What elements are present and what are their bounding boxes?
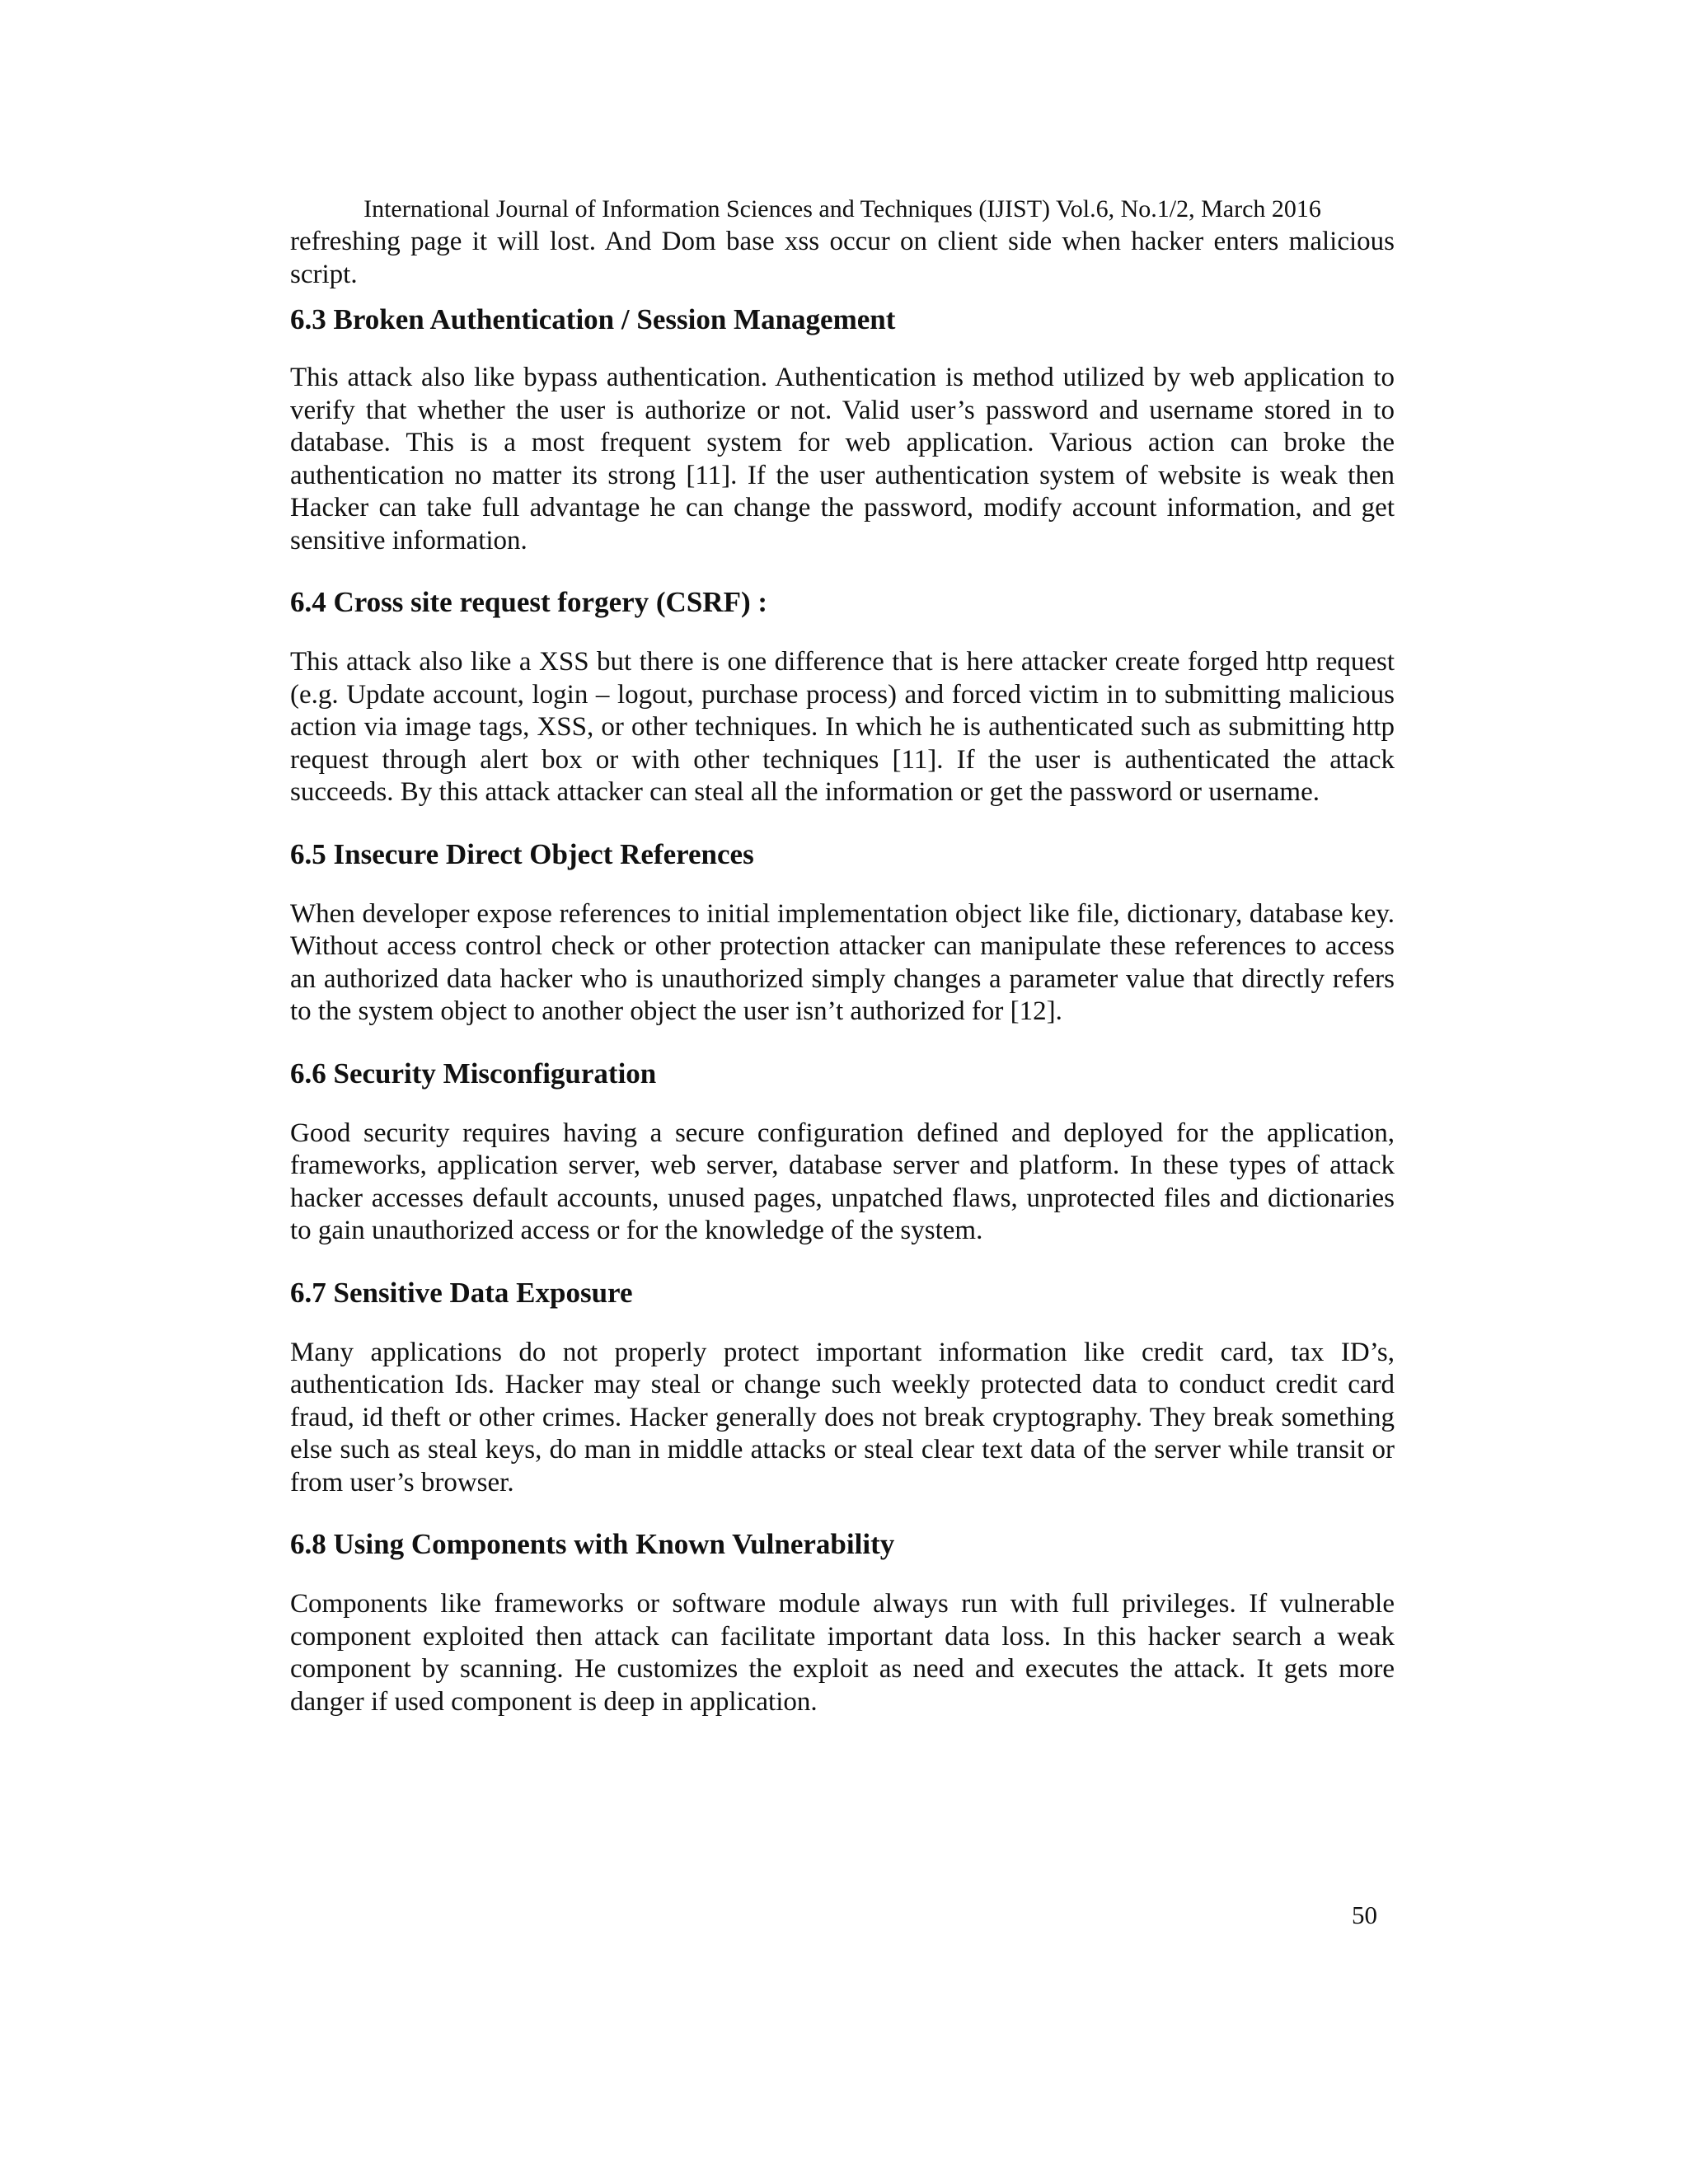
intro-paragraph: refreshing page it will lost. And Dom base xss occur on client side when hacker enters malicious script.	[290, 227, 1395, 289]
section-heading-6-7: 6.7 Sensitive Data Exposure	[290, 1276, 633, 1309]
section-heading-6-6: 6.6 Security Misconfiguration	[290, 1057, 657, 1090]
running-header: International Journal of Information Sciences and Techniques (IJIST) Vol.6, No.1/2, March 2016	[363, 195, 1321, 223]
section-body-6-6: Good security requires having a secure configuration defined and deployed for the application, frameworks, application server, web server, database server and platform. In these types of attack hacker accesses default accounts, unused pages, unpatched flaws, unprotected files and dictionaries to gain unauthorized access or for the knowledge of the system.	[290, 1118, 1395, 1245]
section-heading-6-3: 6.3 Broken Authentication / Session Management	[290, 303, 896, 335]
section-heading-6-4: 6.4 Cross site request forgery (CSRF) :	[290, 586, 768, 618]
section-heading-6-5: 6.5 Insecure Direct Object References	[290, 837, 754, 870]
section-body-6-4: This attack also like a XSS but there is one difference that is here attacker create forged http request (e.g. Update account, login – logout, purchase process) and forced victim in to submitting malicious action via image tags, XSS, or other techniques. In which he is authenticated such as submitting http request through alert box or with other techniques [11]. If the user is authenticated the attack succeeds. By this attack attacker can steal all the information or get the password or username.	[290, 647, 1395, 807]
page-content	[290, 194, 1395, 1718]
page-number: 50	[1352, 1900, 1377, 1929]
section-body-6-8: Components like frameworks or software module always run with full privileges. If vulnerable component exploited then attack can facilitate important data loss. In this hacker search a weak component by scanning. He customizes the exploit as need and executes the attack. It gets more danger if used component is deep in application.	[290, 1589, 1395, 1717]
section-heading-6-8: 6.8 Using Components with Known Vulnerability	[290, 1528, 895, 1560]
section-body-6-3: This attack also like bypass authentication. Authentication is method utilized by web application to verify that whether the user is authorize or not. Valid user’s password and username stored in to database. This is a most frequent system for web application. Various action can broke the authentication no matter its strong [11]. If the user authentication system of website is weak then Hacker can take full advantage he can change the password, modify account information, and get sensitive information.	[290, 363, 1395, 555]
section-body-6-5: When developer expose references to initial implementation object like file, dictionary, database key. Without access control check or other protection attacker can manipulate these references to access an authorized data hacker who is unauthorized simply changes a parameter value that directly refers to the system object to another object the user isn’t authorized for [12].	[290, 898, 1395, 1026]
section-body-6-7: Many applications do not properly protect important information like credit card, tax ID’s, authentication Ids. Hacker may steal or change such weekly protected data to conduct credit card fraud, id theft or other crimes. Hacker generally does not break cryptography. They break something else such as steal keys, do man in middle attacks or steal clear text data of the server while transit or from user’s browser.	[290, 1337, 1395, 1497]
